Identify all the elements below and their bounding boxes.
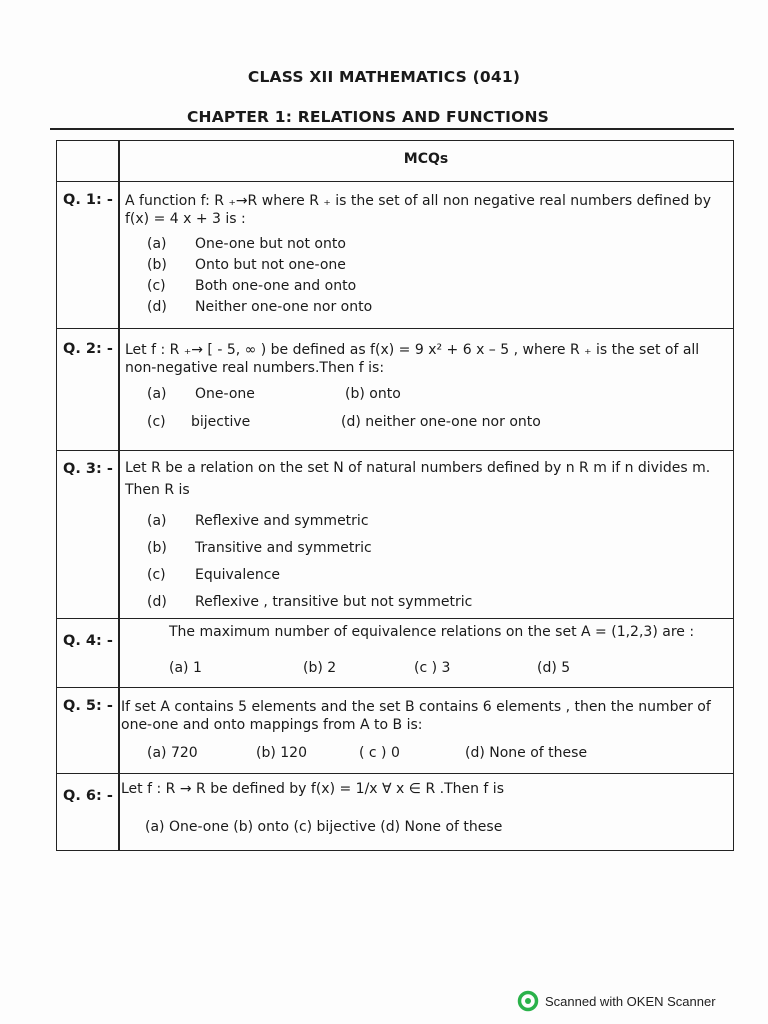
- document-title: CLASS XII MATHEMATICS (041): [247, 68, 521, 86]
- option-b: (b) Onto but not one-one: [147, 257, 346, 273]
- question-row-4: [57, 619, 733, 688]
- scanner-text: Scanned with OKEN Scanner: [545, 993, 716, 1009]
- oken-scanner-logo-icon: [517, 990, 539, 1012]
- question-text: Let f : R ₊→ [ - 5, ∞ ) be defined as f(x) = 9 x² + 6 x – 5 , where R ₊ is the set of all non-negative real numbers.Then f is:: [125, 342, 700, 376]
- option-b: (b) Transitive and symmetric: [147, 540, 372, 556]
- option-b: (b) 2: [303, 660, 337, 676]
- question-text: The maximum number of equivalence relations on the set A = (1,2,3) are :: [169, 624, 695, 640]
- title-underline: [50, 128, 734, 130]
- question-row-1: [57, 182, 733, 329]
- option-b: (b) onto: [345, 386, 401, 402]
- mcq-table: [56, 140, 734, 851]
- option-c: (c) Equivalence: [147, 567, 281, 583]
- question-text: If set A contains 5 elements and the set B contains 6 elements , then the number of one-one and onto mappings from A to B is:: [121, 699, 711, 733]
- option-a: (a) Reflexive and symmetric: [147, 513, 369, 529]
- question-text: A function f: R ₊→R where R ₊ is the set of all non negative real numbers defined by f(x) = 4 x + 3 is :: [125, 193, 711, 227]
- question-row-5: [57, 688, 733, 774]
- question-label: Q. 2: -: [63, 341, 113, 357]
- question-row-2: [57, 329, 733, 451]
- table-heading: MCQs: [403, 151, 449, 167]
- option-d: (d) neither one-one nor onto: [341, 414, 541, 430]
- question-label: Q. 5: -: [63, 698, 113, 714]
- option-d: (d) Reflexive , transitive but not symmetric: [147, 594, 473, 610]
- option-b: (b) 120: [256, 745, 307, 761]
- option-c: (c) bijective: [147, 414, 251, 430]
- option-a: (a) 720: [147, 745, 198, 761]
- option-c: (c) Both one-one and onto: [147, 278, 357, 294]
- option-a: (a) One-one but not onto: [147, 236, 346, 252]
- scanner-watermark: [517, 990, 716, 1012]
- chapter-title: CHAPTER 1: RELATIONS AND FUNCTIONS: [186, 108, 550, 126]
- option-d: (d) Neither one-one nor onto: [147, 299, 373, 315]
- question-label: Q. 3: -: [63, 461, 113, 477]
- option-c: ( c ) 0: [359, 745, 400, 761]
- question-row-6: [57, 774, 733, 851]
- option-d: (d) 5: [537, 660, 571, 676]
- question-label: Q. 1: -: [63, 192, 113, 208]
- option-c: (c ) 3: [414, 660, 451, 676]
- option-d: (d) None of these: [465, 745, 588, 761]
- question-label: Q. 4: -: [63, 633, 113, 649]
- table-header-row: [57, 141, 733, 182]
- question-row-3: [57, 451, 733, 619]
- question-text: Let f : R → R be defined by f(x) = 1/x ∀ x ∈ R .Then f is: [121, 781, 504, 797]
- option-a: (a) One-one: [147, 386, 255, 402]
- options-line: (a) One-one (b) onto (c) bijective (d) None of these: [145, 819, 503, 835]
- question-label: Q. 6: -: [63, 788, 113, 804]
- option-a: (a) 1: [169, 660, 202, 676]
- question-text: Let R be a relation on the set N of natural numbers defined by n R m if n divides m. Then R is: [125, 460, 711, 498]
